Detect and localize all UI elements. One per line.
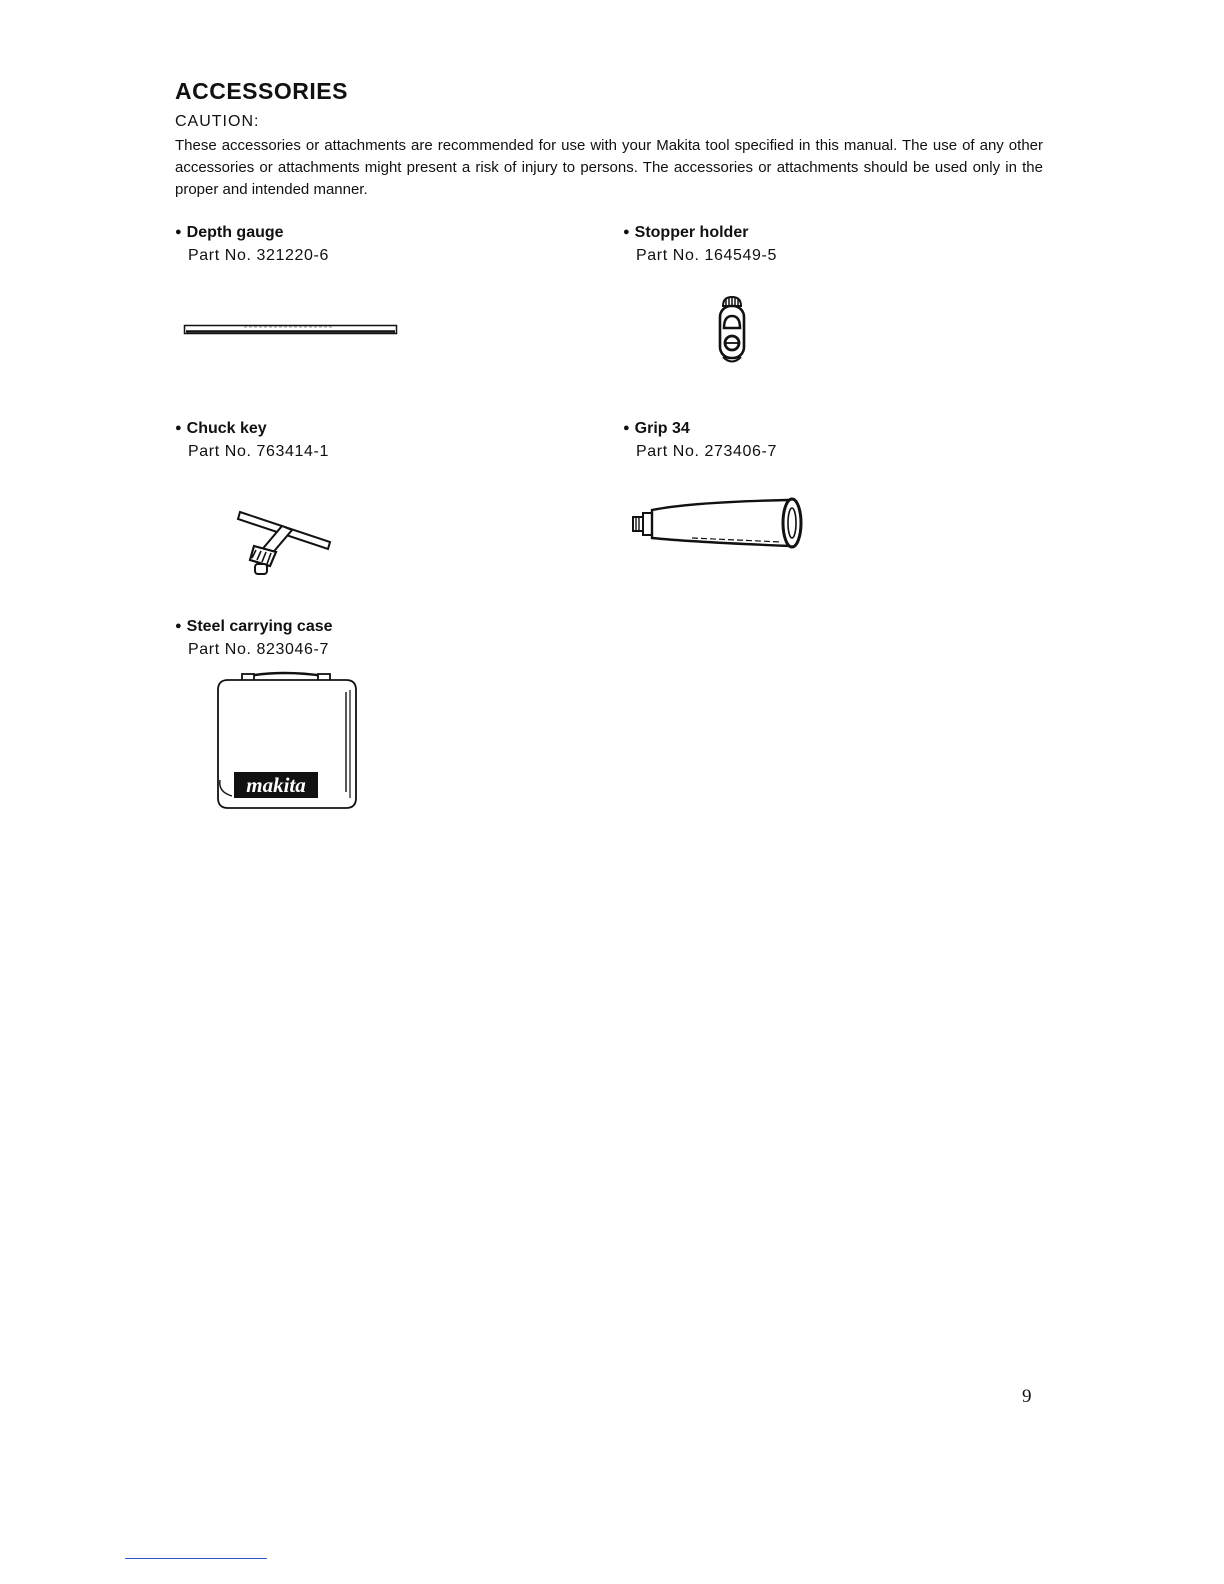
chuck-key-icon [236,508,336,580]
depth-gauge-icon [184,322,398,336]
accessory-part-number: Part No. 763414-1 [188,443,329,460]
page-heading: ACCESSORIES [175,78,348,104]
accessory-grip-34 [623,418,777,463]
accessory-steel-carrying-case [175,616,333,661]
caution-text: These accessories or attachments are recommended for use with your Makita tool specified in this manual. The use of any other accessories or attachments might present a risk of injury to persons. The accessories or attachments should be used only in the proper and intended manner. [175,137,1043,198]
case-logo-text: makita [246,773,306,797]
accessory-chuck-key [175,418,329,463]
grip-icon [632,498,804,550]
accessory-part-number: Part No. 273406-7 [636,443,777,460]
accessory-name: ● Chuck key [175,418,329,441]
accessory-name: ● Steel carrying case [175,616,333,639]
accessory-part-number: Part No. 164549-5 [636,247,777,264]
accessory-part-number: Part No. 823046-7 [188,641,329,658]
accessory-name: ● Stopper holder [623,222,777,245]
accessory-name: ● Depth gauge [175,222,329,245]
accessory-depth-gauge [175,222,329,267]
stopper-holder-icon [714,294,750,366]
carrying-case-icon [212,668,360,814]
page-number: 9 [1022,1386,1032,1407]
accessory-part-number: Part No. 321220-6 [188,247,329,264]
accessory-stopper-holder [623,222,777,267]
footer-rule [125,1558,267,1559]
accessory-name: ● Grip 34 [623,418,777,441]
caution-label: CAUTION: [175,113,260,130]
